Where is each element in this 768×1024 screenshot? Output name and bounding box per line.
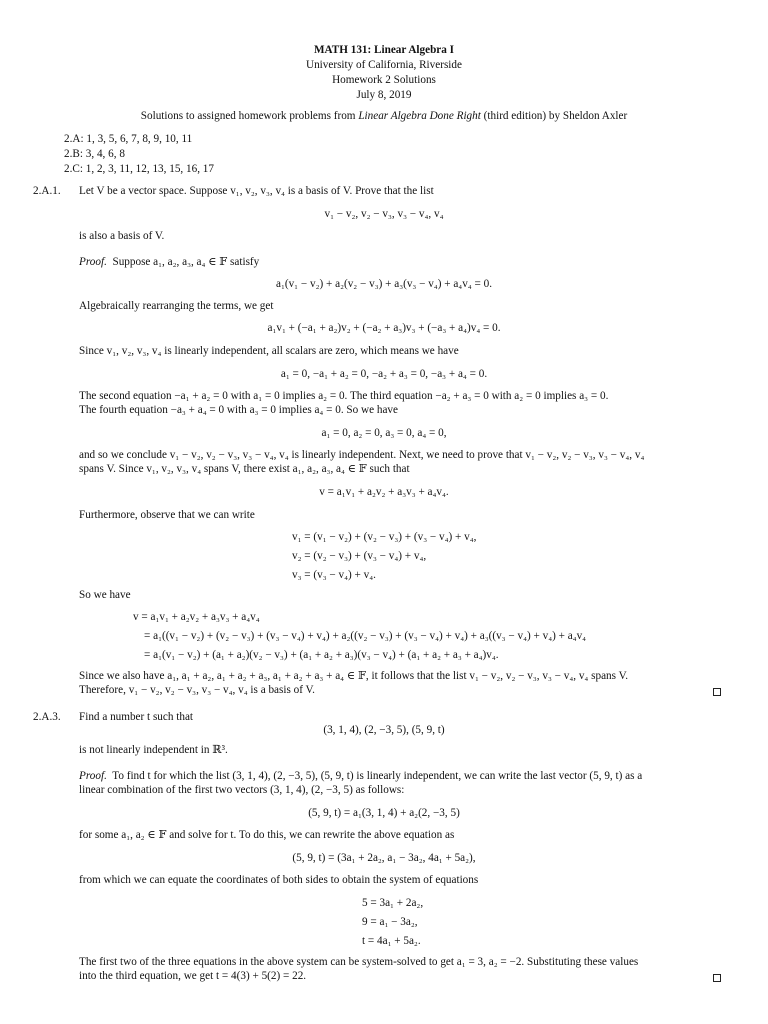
text-line: To find t for which the list (3, 1, 4), (2, −3, 5), (5, 9, t) is linearly independent, we can write the last vector (5, 9, t) as a (112, 770, 643, 782)
intro-line (0, 110, 768, 123)
text-line: So we have (79, 589, 131, 601)
qed-icon (713, 974, 721, 982)
equation: a₁ = 0, −a₁ + a₂ = 0, −a₂ + a₃ = 0, −a₃ + a₄ = 0. (280, 368, 488, 380)
equation: v₁ = (v₁ − v₂) + (v₂ − v₃) + (v₃ − v₄) + v₄, (292, 531, 477, 543)
text-line: and so we conclude v₁ − v₂, v₂ − v₃, v₃ − v₄, v₄ is linearly independent. Next, we need to prove that v₁ − v₂, v₂ − v₃, v₃ − v₄, v₄ (79, 449, 645, 461)
problem-number: 2.A.1. (33, 185, 61, 197)
equation: 9 = a₁ − 3a₂, (362, 916, 418, 928)
equation: v₃ = (v₃ − v₄) + v₄. (292, 569, 376, 581)
qed-icon (713, 688, 721, 696)
equation: v = a₁v₁ + a₂v₂ + a₃v₃ + a₄v₄. (319, 486, 449, 498)
problem-statement: Find a number t such that (79, 711, 194, 723)
equation: v₁ − v₂, v₂ − v₃, v₃ − v₄, v₄ (324, 208, 444, 220)
text-line: Algebraically rearranging the terms, we get (79, 300, 274, 312)
text-line: Furthermore, observe that we can write (79, 509, 255, 521)
equation: v₂ = (v₂ − v₃) + (v₃ − v₄) + v₄, (292, 550, 427, 562)
proof-label: Proof. (79, 770, 107, 782)
intro-pre: Solutions to assigned homework problems from (140, 110, 359, 122)
proof-start (79, 256, 259, 269)
equation: a₁(v₁ − v₂) + a₂(v₂ − v₃) + a₃(v₃ − v₄) + a₄v₄ = 0. (276, 278, 492, 290)
text-line: is also a basis of V. (79, 230, 165, 242)
equation: a₁ = 0, a₂ = 0, a₃ = 0, a₄ = 0, (321, 427, 447, 439)
problem-statement: Let V be a vector space. Suppose v₁, v₂, v₃, v₄ is a basis of V. Prove that the list (79, 185, 434, 197)
university: University of California, Riverside (306, 59, 462, 71)
book-title: Linear Algebra Done Right (358, 110, 481, 122)
assigned-2c: 2.C: 1, 2, 3, 11, 12, 13, 15, 16, 17 (64, 163, 214, 175)
problem-number: 2.A.3. (33, 711, 61, 723)
text-line: spans V. Since v₁, v₂, v₃, v₄ spans V, there exist a₁, a₂, a₃, a₄ ∈ 𝔽 such that (79, 463, 410, 475)
date: July 8, 2019 (356, 89, 412, 101)
equation: = a₁(v₁ − v₂) + (a₁ + a₂)(v₂ − v₃) + (a₁ + a₂ + a₃)(v₃ − v₄) + (a₁ + a₂ + a₃ + a₄)v₄. (144, 649, 499, 661)
equation: a₁v₁ + (−a₁ + a₂)v₂ + (−a₂ + a₃)v₃ + (−a₃ + a₄)v₄ = 0. (267, 322, 501, 334)
equation: (5, 9, t) = (3a₁ + 2a₂, a₁ − 3a₂, 4a₁ + 5a₂), (292, 852, 476, 864)
equation: (5, 9, t) = a₁(3, 1, 4) + a₂(2, −3, 5) (308, 807, 460, 819)
text-line: The first two of the three equations in the above system can be system-solved to get a₁ = 3, a₂ = −2. Substituting these values (79, 956, 639, 968)
text-line: The fourth equation −a₃ + a₄ = 0 with a₃ = 0 implies a₄ = 0. So we have (79, 404, 398, 416)
text-line: is not linearly independent in ℝ³. (79, 744, 228, 756)
text-line: for some a₁, a₂ ∈ 𝔽 and solve for t. To do this, we can rewrite the above equation as (79, 829, 455, 841)
text-line: The second equation −a₁ + a₂ = 0 with a₁ = 0 implies a₂ = 0. The third equation −a₂ + a₃ = 0 with a₂ = 0 implies a₃ = 0. (79, 390, 609, 402)
equation: t = 4a₁ + 5a₂. (362, 935, 421, 947)
text-line: from which we can equate the coordinates of both sides to obtain the system of equations (79, 874, 479, 886)
text-line: Therefore, v₁ − v₂, v₂ − v₃, v₃ − v₄, v₄ is a basis of V. (79, 684, 315, 696)
equation: = a₁((v₁ − v₂) + (v₂ − v₃) + (v₃ − v₄) + v₄) + a₂((v₂ − v₃) + (v₃ − v₄) + v₄) + a₃((v₃ − v₄) + v₄) + a₄v₄ (144, 630, 587, 642)
text-line: Since we also have a₁, a₁ + a₂, a₁ + a₂ + a₃, a₁ + a₂ + a₃ + a₄ ∈ 𝔽, it follows that the list v₁ − v₂, v₂ − v₃, v₃ − v₄, v₄ spans V. (79, 670, 629, 682)
course-title: MATH 131: Linear Algebra I (313, 44, 455, 56)
assigned-2b: 2.B: 3, 4, 6, 8 (64, 148, 125, 160)
intro-post: (third edition) by Sheldon Axler (480, 110, 628, 122)
equation: v = a₁v₁ + a₂v₂ + a₃v₃ + a₄v₄ (133, 611, 260, 623)
equation: 5 = 3a₁ + 2a₂, (362, 897, 424, 909)
text-line: into the third equation, we get t = 4(3) + 5(2) = 22. (79, 970, 307, 982)
text-line: linear combination of the first two vectors (3, 1, 4), (2, −3, 5) as follows: (79, 784, 405, 796)
hw-title: Homework 2 Solutions (332, 74, 436, 86)
proof-start (79, 770, 642, 783)
assigned-2a: 2.A: 1, 3, 5, 6, 7, 8, 9, 10, 11 (64, 133, 193, 145)
equation: (3, 1, 4), (2, −3, 5), (5, 9, t) (323, 724, 445, 736)
text-line: Since v₁, v₂, v₃, v₄ is linearly independent, all scalars are zero, which means we have (79, 345, 459, 357)
text-line: Suppose a₁, a₂, a₃, a₄ ∈ 𝔽 satisfy (112, 256, 260, 268)
proof-label: Proof. (79, 256, 107, 268)
